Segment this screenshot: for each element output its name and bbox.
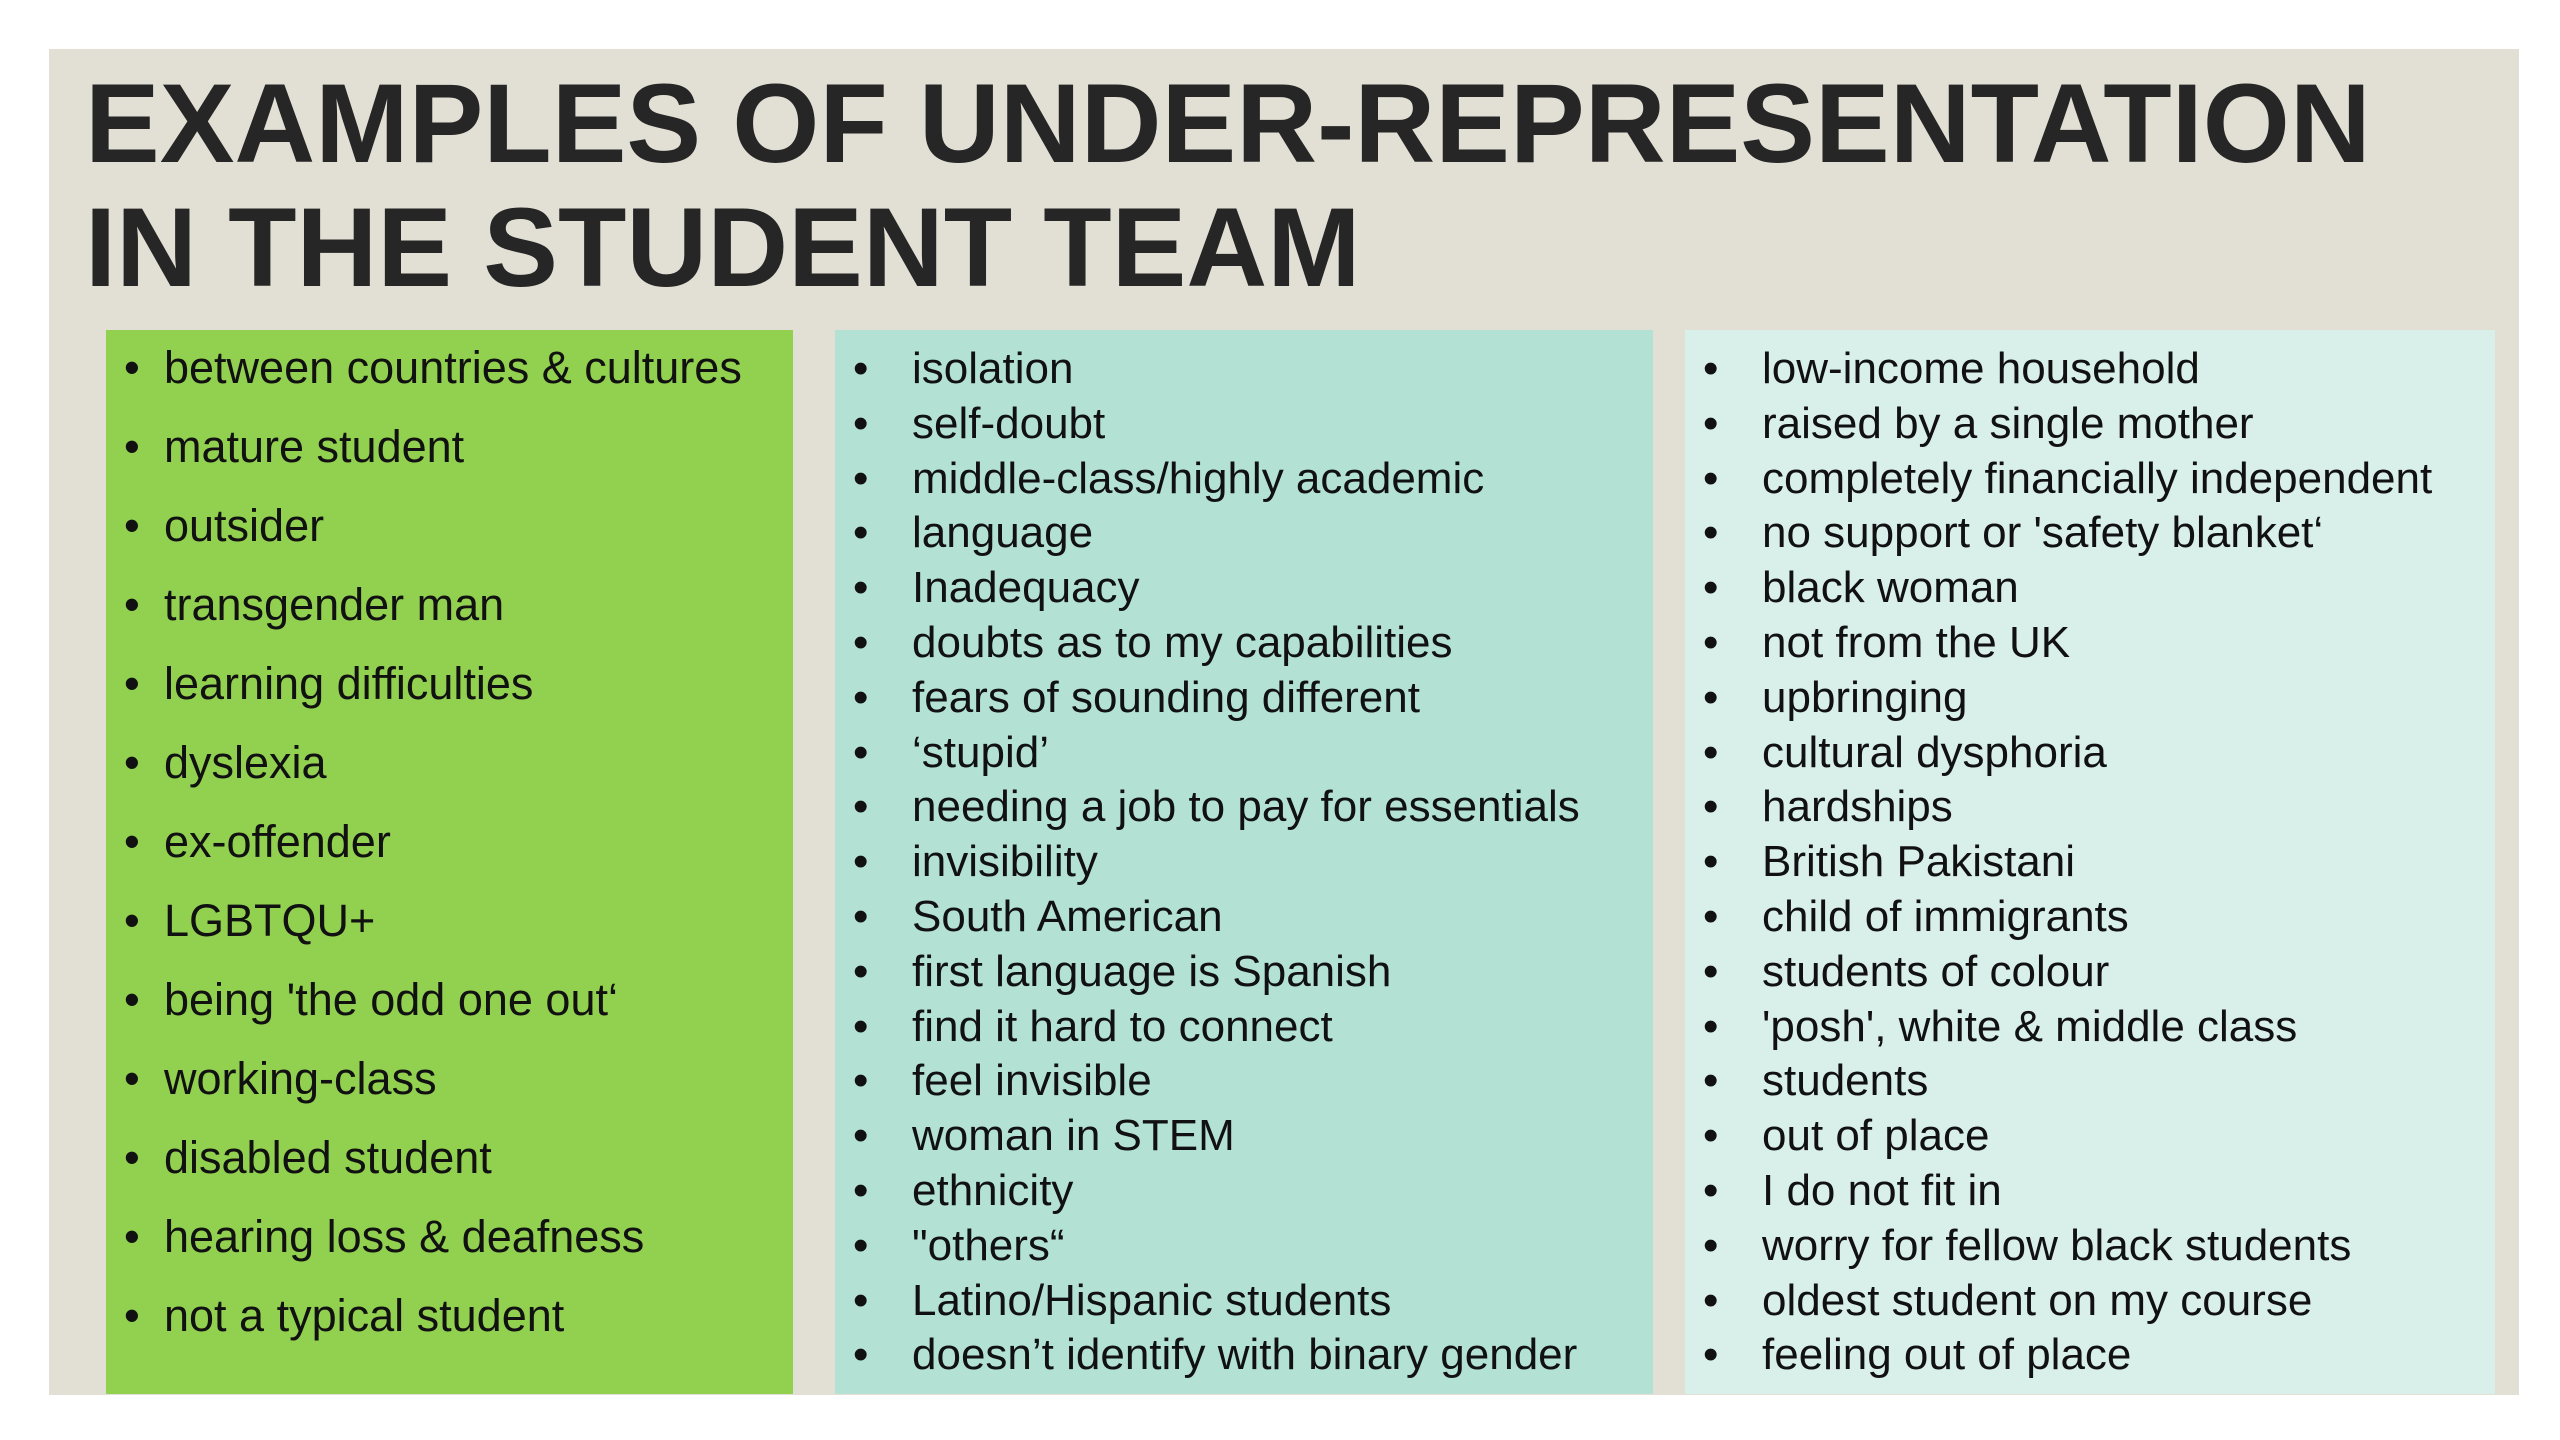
bullet-icon: • [1703, 1001, 1719, 1051]
list-item-text: 'posh', white & middle class [1762, 1001, 2298, 1051]
list-item-text: "others“ [912, 1220, 1065, 1270]
list-item-text: completely financially independent [1762, 453, 2433, 503]
list-item-text: Latino/Hispanic students [912, 1275, 1392, 1325]
bullet-icon: • [124, 737, 140, 788]
bullet-icon: • [853, 563, 869, 613]
list-item-text: raised by a single mother [1762, 398, 2254, 448]
list-item-text: upbringing [1762, 672, 1968, 722]
list-item-text: Inadequacy [912, 563, 1140, 613]
list-item-text: British Pakistani [1762, 837, 2076, 887]
list-item-text: first language is Spanish [912, 946, 1392, 996]
bullet-icon: • [1703, 344, 1719, 393]
bullet-icon: • [1703, 563, 1719, 613]
list-item-text: ex-offender [164, 816, 391, 867]
list-item-text: isolation [912, 344, 1074, 393]
bullet-icon: • [1703, 1056, 1719, 1106]
list-item-text: cultural dysphoria [1762, 727, 2107, 777]
column-2-list [835, 330, 1653, 1394]
list-item-text: mature student [164, 421, 465, 472]
list-item-text: disabled student [164, 1132, 492, 1183]
bullet-icon: • [853, 398, 869, 448]
column-1-list [106, 330, 793, 1394]
list-item-text: find it hard to connect [912, 1001, 1333, 1051]
bullet-icon: • [853, 508, 869, 558]
slide-title-line-1: EXAMPLES OF UNDER-REPRESENTATION [85, 61, 2371, 186]
list-item-text: language [912, 508, 1094, 558]
bullet-icon: • [1703, 782, 1719, 832]
list-item-text: oldest student on my course [1762, 1275, 2313, 1325]
bullet-icon: • [853, 1111, 869, 1161]
bullet-icon: • [124, 500, 140, 551]
bullet-icon: • [1703, 508, 1719, 558]
list-item-text: outsider [164, 500, 325, 551]
list-item-text: needing a job to pay for essentials [912, 782, 1580, 832]
list-item-text: black woman [1762, 563, 2019, 613]
bullet-icon: • [1703, 1111, 1719, 1161]
list-item-text: not a typical student [164, 1290, 565, 1341]
bullet-icon: • [853, 946, 869, 996]
list-item-text: LGBTQU+ [164, 895, 376, 946]
bullet-icon: • [124, 421, 140, 472]
slide-title-line-2: IN THE STUDENT TEAM [85, 185, 1361, 310]
bullet-icon: • [124, 1053, 140, 1104]
list-item-text: South American [912, 892, 1223, 941]
list-item-text: woman in STEM [912, 1111, 1235, 1161]
list-item-text: ‘stupid’ [912, 727, 1049, 777]
bullet-icon: • [124, 1290, 140, 1341]
bullet-icon: • [853, 1001, 869, 1051]
list-item-text: out of place [1762, 1111, 1990, 1161]
bullet-icon: • [1703, 892, 1719, 941]
list-item-text: self-doubt [912, 398, 1106, 448]
bullet-icon: • [1703, 398, 1719, 448]
list-item-text: feel invisible [912, 1056, 1152, 1106]
bullet-icon: • [1703, 946, 1719, 996]
bullet-icon: • [853, 892, 869, 941]
list-item-text: fears of sounding different [912, 672, 1420, 722]
bullet-icon: • [853, 1166, 869, 1215]
list-item-text: invisibility [912, 837, 1098, 887]
list-item-text: transgender man [164, 579, 505, 630]
bullet-icon: • [124, 658, 140, 709]
list-item-text: middle-class/highly academic [912, 453, 1485, 503]
bullet-icon: • [124, 579, 140, 630]
list-item-text: hearing loss & deafness [164, 1211, 645, 1262]
list-item-text: learning difficulties [164, 658, 534, 709]
bullet-icon: • [124, 1211, 140, 1262]
list-item-text: students [1762, 1056, 1929, 1106]
bullet-icon: • [1703, 1330, 1719, 1380]
bullet-icon: • [1703, 1220, 1719, 1270]
bullet-icon: • [853, 344, 869, 393]
bullet-icon: • [124, 974, 140, 1025]
bullet-icon: • [124, 895, 140, 946]
list-item-text: low-income household [1762, 344, 2200, 393]
list-item-text: doesn’t identify with binary gender [912, 1330, 1578, 1380]
bullet-icon: • [853, 1056, 869, 1106]
bullet-icon: • [853, 1275, 869, 1325]
list-item-text: doubts as to my capabilities [912, 618, 1453, 667]
bullet-icon: • [853, 837, 869, 887]
bullet-icon: • [1703, 618, 1719, 667]
list-item-text: I do not fit in [1762, 1166, 2002, 1215]
bullet-icon: • [853, 1330, 869, 1380]
list-item-text: students of colour [1762, 946, 2110, 996]
bullet-icon: • [124, 816, 140, 867]
bullet-icon: • [1703, 1166, 1719, 1215]
bullet-icon: • [853, 727, 869, 777]
column-3-list [1685, 330, 2495, 1394]
bullet-icon: • [853, 618, 869, 667]
list-item-text: ethnicity [912, 1166, 1074, 1215]
bullet-icon: • [1703, 727, 1719, 777]
list-item-text: not from the UK [1762, 618, 2071, 667]
bullet-icon: • [853, 782, 869, 832]
list-item-text: working-class [164, 1053, 437, 1104]
list-item-text: hardships [1762, 782, 1953, 832]
bullet-icon: • [1703, 1275, 1719, 1325]
bullet-icon: • [1703, 837, 1719, 887]
bullet-icon: • [124, 342, 140, 393]
list-item-text: dyslexia [164, 737, 327, 788]
bullet-icon: • [853, 453, 869, 503]
list-item-text: no support or 'safety blanket‘ [1762, 508, 2324, 558]
list-item-text: being 'the odd one out‘ [164, 974, 618, 1025]
bullet-icon: • [124, 1132, 140, 1183]
bullet-icon: • [1703, 672, 1719, 722]
bullet-icon: • [1703, 453, 1719, 503]
list-item-text: worry for fellow black students [1762, 1220, 2352, 1270]
list-item-text: between countries & cultures [164, 342, 742, 393]
list-item-text: child of immigrants [1762, 892, 2129, 941]
bullet-icon: • [853, 672, 869, 722]
slide-title [85, 62, 2485, 310]
list-item-text: feeling out of place [1762, 1330, 2132, 1380]
bullet-icon: • [853, 1220, 869, 1270]
